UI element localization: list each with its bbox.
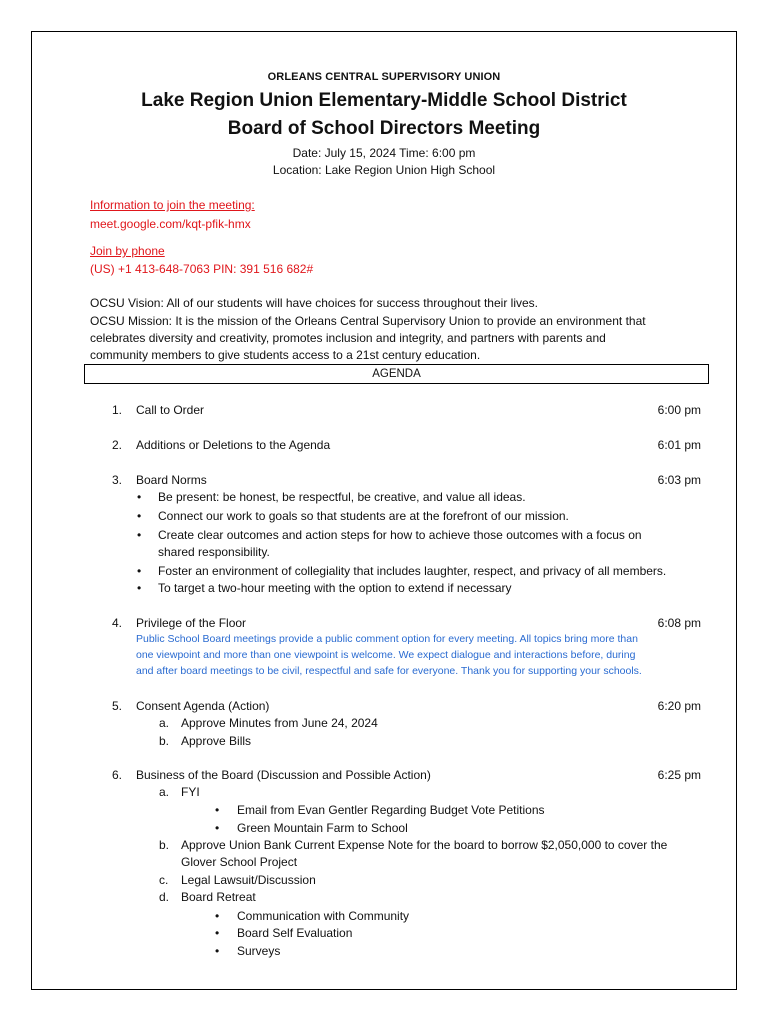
retreat-bullet: Communication with Community [237,909,410,923]
fyi-bullet: Green Mountain Farm to School [237,821,408,835]
sub-item-legal: Legal Lawsuit/Discussion [181,873,316,887]
meet-link[interactable]: meet.google.com/kqt-pfik-hmx [90,217,251,231]
item-board-norms: Board Norms [136,473,207,487]
item-time: 6:01 pm [657,438,701,452]
agenda-header: AGENDA [84,364,709,384]
public-comment-note: Public School Board meetings provide a public comment option for every meeting. All topics bring more than [136,633,638,645]
item-time: 6:20 pm [657,699,701,713]
norm-bullet: Create clear outcomes and action steps for how to achieve those outcomes with a focus on [158,528,642,542]
district-title: Lake Region Union Elementary-Middle School District [141,90,627,111]
norm-bullet: To target a two-hour meeting with the option to extend if necessary [158,581,512,595]
bullet-icon: • [215,803,220,817]
bullet-icon: • [215,821,220,835]
norm-bullet-continued: shared responsibility. [158,545,270,559]
item-number: 3. [112,473,123,487]
join-phone-label[interactable]: Join by phone [90,244,165,258]
bullet-icon: • [137,564,142,578]
sub-letter: b. [159,734,170,748]
meeting-date-time: Date: July 15, 2024 Time: 6:00 pm [292,146,476,160]
norm-bullet: Be present: be honest, be respectful, be creative, and value all ideas. [158,490,526,504]
bullet-icon: • [137,581,142,595]
sub-letter: a. [159,716,170,730]
mission-line: celebrates diversity and creativity, promotes inclusion and integrity, and partners with parents and [90,331,606,345]
item-call-to-order: Call to Order [136,403,205,417]
item-number: 5. [112,699,123,713]
item-additions-deletions: Additions or Deletions to the Agenda [136,438,331,452]
item-number: 6. [112,768,123,782]
item-time: 6:08 pm [657,616,701,630]
sub-item-board-retreat: Board Retreat [181,890,256,904]
item-consent-agenda: Consent Agenda (Action) [136,699,270,713]
sub-letter: b. [159,838,170,852]
item-number: 4. [112,616,123,630]
bullet-icon: • [215,944,220,958]
mission-line: community members to give students access to a 21st century education. [90,348,481,362]
item-time: 6:03 pm [657,473,701,487]
sub-item-union-bank: Approve Union Bank Current Expense Note for the board to borrow $2,050,000 to cover the [181,838,668,852]
sub-letter: c. [159,873,169,887]
bullet-icon: • [137,509,142,523]
phone-number: (US) +1 413-648-7063 PIN: 391 516 682# [90,262,314,276]
public-comment-note: and after board meetings to be civil, respectful and safe for everyone. Thank you for supporting your schools. [136,665,642,677]
fyi-bullet: Email from Evan Gentler Regarding Budget Vote Petitions [237,803,545,817]
item-privilege-of-floor: Privilege of the Floor [136,616,247,630]
bullet-icon: • [215,926,220,940]
retreat-bullet: Surveys [237,944,281,958]
norm-bullet: Connect our work to goals so that students are at the forefront of our mission. [158,509,569,523]
mission-line: OCSU Mission: It is the mission of the Orleans Central Supervisory Union to provide an environment that [90,314,646,328]
vision-statement: OCSU Vision: All of our students will have choices for success throughout their lives. [90,296,538,310]
item-time: 6:25 pm [657,768,701,782]
norm-bullet: Foster an environment of collegiality that includes laughter, respect, and privacy of all members. [158,564,667,578]
item-number: 1. [112,403,123,417]
org-name: ORLEANS CENTRAL SUPERVISORY UNION [267,71,501,83]
item-number: 2. [112,438,123,452]
retreat-bullet: Board Self Evaluation [237,926,353,940]
join-info-label: Information to join the meeting: [90,198,255,212]
sub-item: Approve Minutes from June 24, 2024 [181,716,378,730]
public-comment-note: one viewpoint and more than one viewpoint is welcome. We expect dialogue and interactions before, during [136,649,636,661]
meeting-title: Board of School Directors Meeting [227,118,541,139]
sub-item-fyi: FYI [181,785,200,799]
item-business-of-board: Business of the Board (Discussion and Possible Action) [136,768,431,782]
bullet-icon: • [137,528,142,542]
item-time: 6:00 pm [657,403,701,417]
sub-item: Approve Bills [181,734,252,748]
bullet-icon: • [137,490,142,504]
sub-item-union-bank-continued: Glover School Project [181,855,298,869]
bullet-icon: • [215,909,220,923]
sub-letter: d. [159,890,170,904]
meeting-location: Location: Lake Region Union High School [272,163,496,177]
sub-letter: a. [159,785,170,799]
